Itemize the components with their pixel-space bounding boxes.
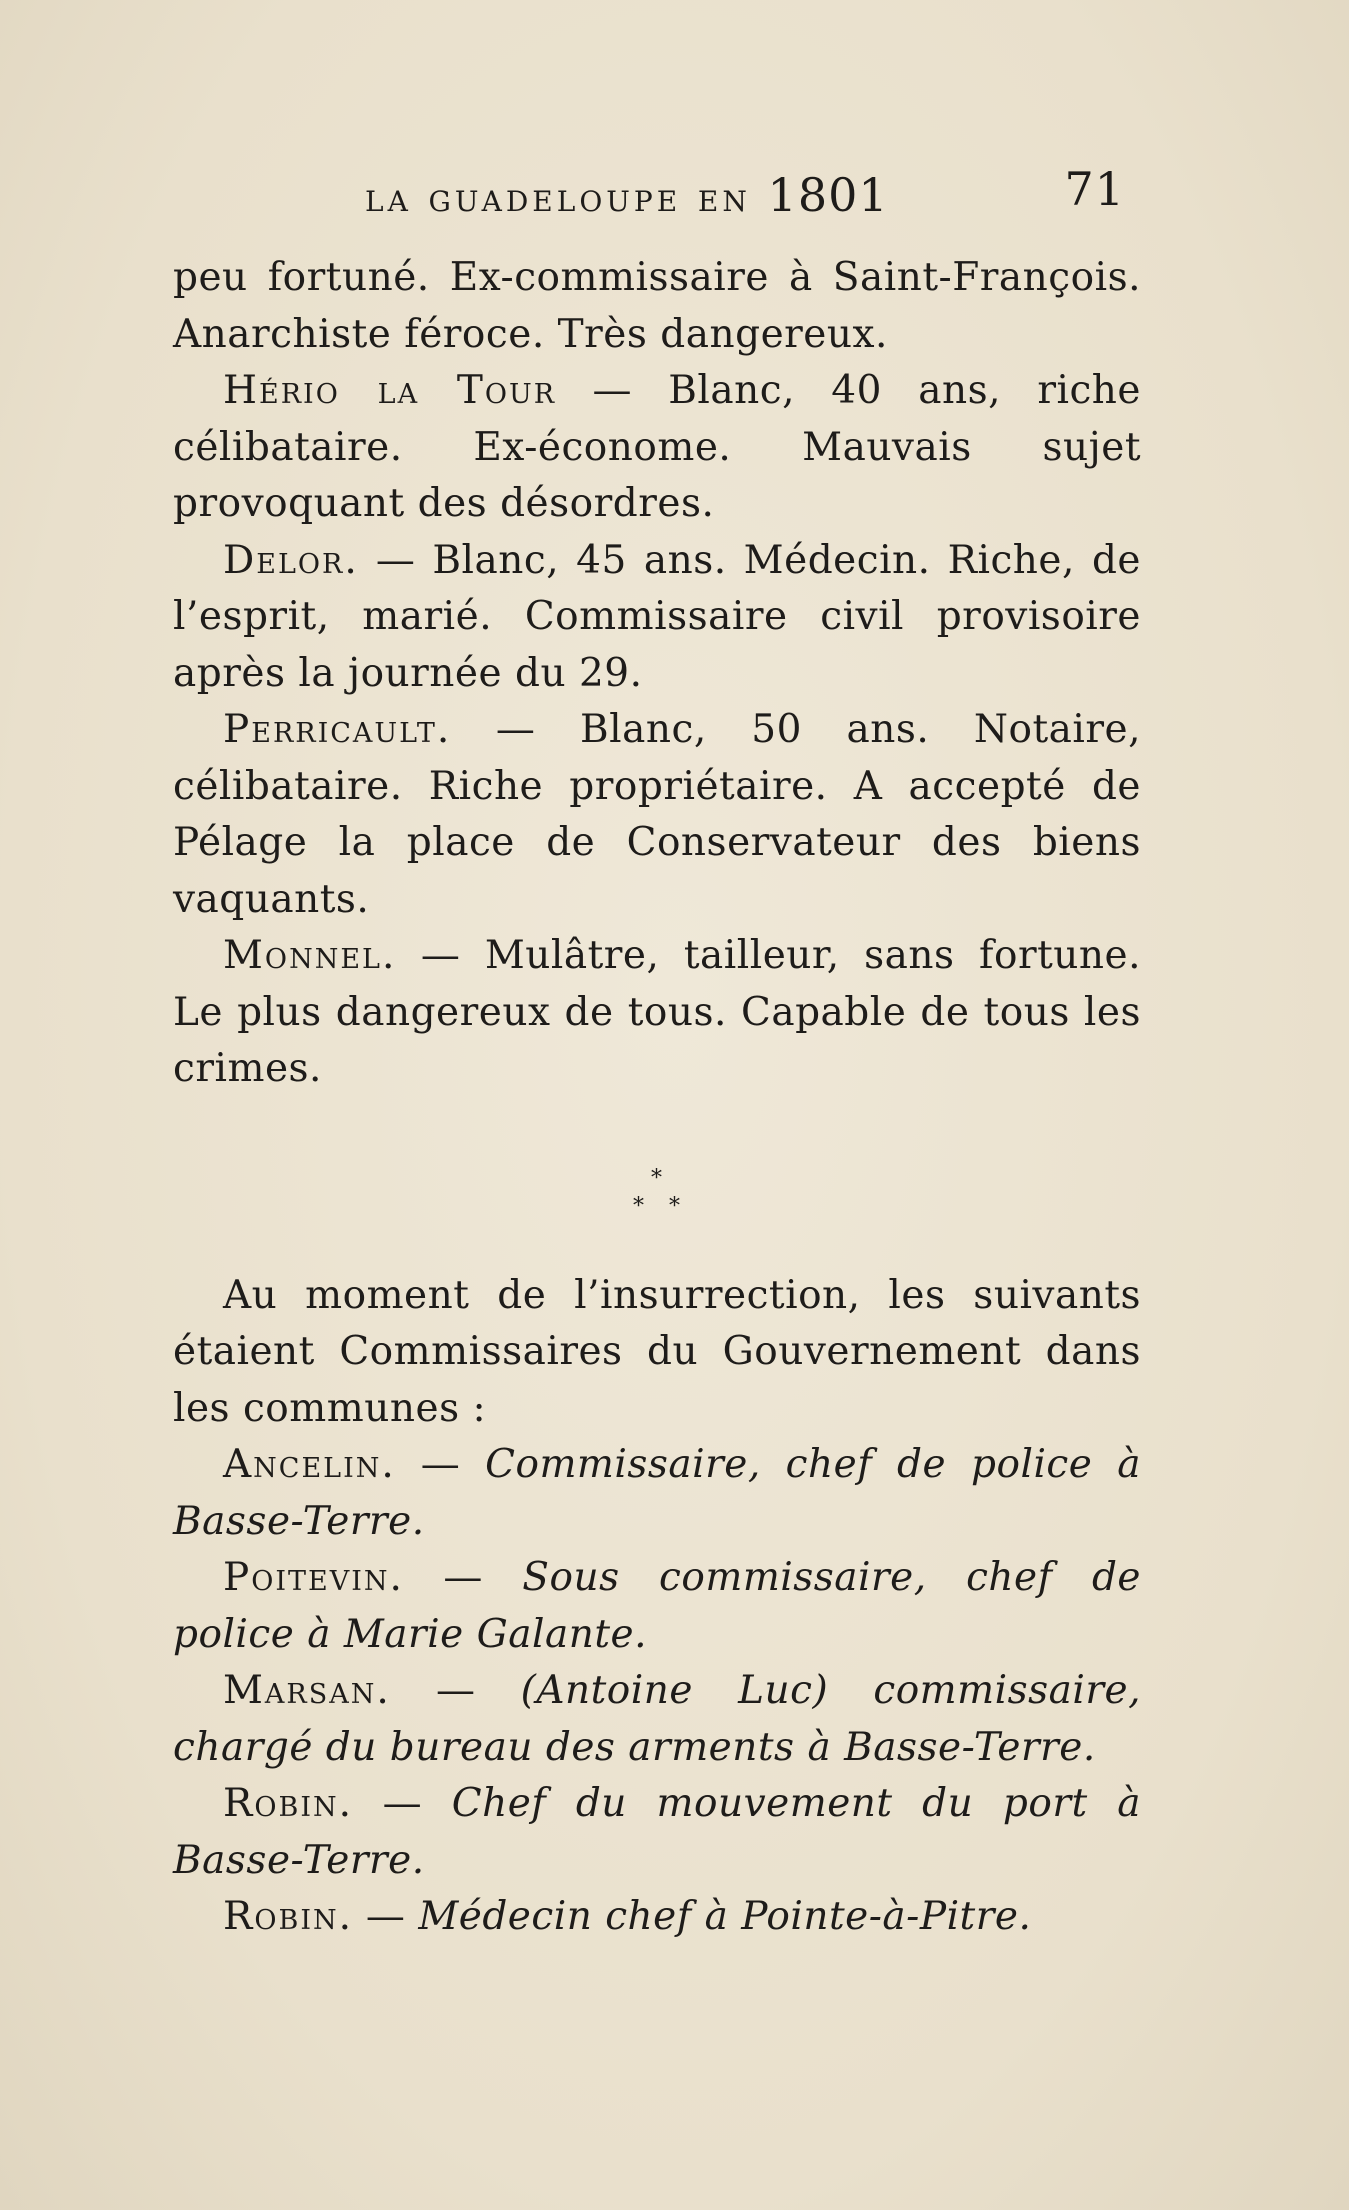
paragraph-insurrection: Au moment de l’insurrection, les suivants étaient Commissaires du Gouvernement dans les communes : xyxy=(173,1272,1141,1431)
entry-name: Robin. xyxy=(223,1781,354,1826)
entry-robin-port xyxy=(173,1776,1141,1889)
asterism-star-right: * xyxy=(669,1193,681,1219)
entry-poitevin xyxy=(173,1550,1141,1663)
entry-dash: — xyxy=(390,1668,521,1713)
entry-text: (Antoine Luc) commissaire, chargé du bureau des arments à Basse-Terre. xyxy=(173,1668,1141,1770)
running-title-year: 1801 xyxy=(767,168,889,222)
entry-name: Marsan. xyxy=(223,1668,391,1713)
entry-ancelin xyxy=(173,1437,1141,1550)
paragraph-continuation: peu fortuné. Ex-commissaire à Saint-François. Anarchiste féroce. Très dangereux. xyxy=(173,255,1141,357)
entry-name: Hério la Tour xyxy=(223,368,557,413)
entry-monnel xyxy=(173,928,1141,1098)
entry-marsan xyxy=(173,1663,1141,1776)
entry-herio-la-tour xyxy=(173,363,1141,533)
entry-text: Chef du mouvement du port à Basse-Terre. xyxy=(173,1781,1141,1883)
entry-text: — Blanc, 50 ans. Notaire, célibataire. Riche propriétaire. A accepté de Pélage la place de Conservateur des biens vaquants. xyxy=(173,707,1141,922)
entry-text: Sous commissaire, chef de police à Marie Galante. xyxy=(173,1555,1141,1657)
entry-text: Médecin chef à Pointe-à-Pitre. xyxy=(418,1894,1032,1939)
entry-name: Delor. xyxy=(223,537,359,583)
running-title-text: la guadeloupe en xyxy=(365,175,751,221)
entry-name: Monnel. xyxy=(223,933,397,978)
entry-dash: — xyxy=(353,1894,419,1939)
entry-robin-medecin xyxy=(173,1889,1141,1946)
entry-dash: — xyxy=(395,1442,486,1487)
running-title xyxy=(365,168,889,222)
entry-delor xyxy=(173,533,1141,703)
asterism-star-left: * xyxy=(633,1193,645,1219)
entry-text: — Mulâtre, tailleur, sans fortune. Le plus dangereux de tous. Capable de tous les crimes. xyxy=(173,933,1141,1091)
entry-dash: — xyxy=(403,1555,523,1600)
entry-name: Perricault. xyxy=(223,707,452,752)
running-head xyxy=(365,160,1125,220)
entry-name: Robin. xyxy=(223,1894,354,1939)
entry-name: Poitevin. xyxy=(223,1555,404,1600)
entry-dash: — xyxy=(353,1781,452,1826)
body-text xyxy=(173,250,1141,1946)
asterism-star-top: * xyxy=(651,1165,663,1191)
entry-text: — Blanc, 40 ans, riche célibataire. Ex-économe. Mauvais sujet provoquant des désordres. xyxy=(173,368,1141,526)
page-number: 71 xyxy=(1064,162,1125,216)
entry-name: Ancelin. xyxy=(223,1442,396,1487)
entry-text: — Blanc, 45 ans. Médecin. Riche, de l’esprit, marié. Commissaire civil provisoire après la journée du 29. xyxy=(173,537,1141,696)
asterism-divider xyxy=(173,1098,1141,1268)
entry-text: Commissaire, chef de police à Basse-Terre. xyxy=(173,1442,1142,1544)
entry-perricault xyxy=(173,702,1141,928)
